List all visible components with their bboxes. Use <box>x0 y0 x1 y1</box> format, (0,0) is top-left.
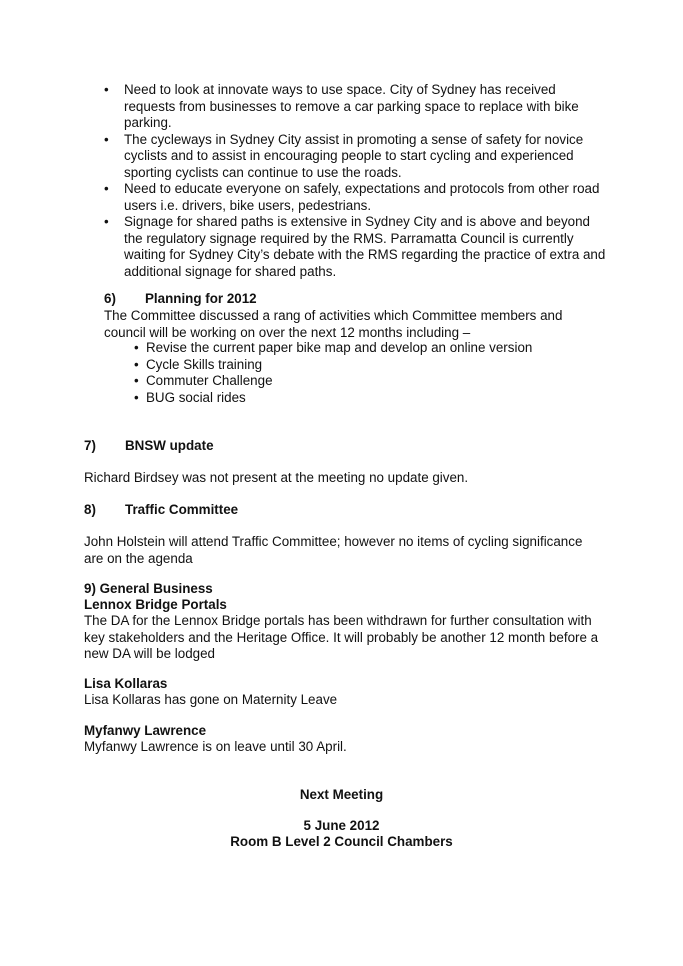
lisa-text: Lisa Kollaras has gone on Maternity Leave <box>84 692 338 707</box>
section-9-heading: 9) General Business <box>84 581 213 596</box>
section-7-text: Richard Birdsey was not present at the meeting no update given. <box>84 470 469 485</box>
bullet-icon: • <box>104 82 109 97</box>
bullet-icon: • <box>104 131 109 147</box>
list-item: • Commuter Challenge <box>134 373 273 388</box>
discussion-bullet-list <box>104 82 609 280</box>
bullet-icon: • <box>134 373 139 388</box>
section-9-text: The DA for the Lennox Bridge portals has been withdrawn for further consultation with key stakeholders and the Heritage Office. It will probably be another 12 month before a new DA will be lodged <box>84 613 599 661</box>
section-7-heading: 7) BNSW update <box>84 438 214 453</box>
section-8-text: John Holstein will attend Traffic Committee; however no items of cycling significance are on the agenda <box>84 534 583 566</box>
lisa-heading: Lisa Kollaras <box>84 676 168 691</box>
bullet-icon: • <box>104 214 109 229</box>
list-item: • Revise the current paper bike map and develop an online version <box>134 340 533 355</box>
bullet-icon: • <box>134 389 139 405</box>
next-meeting-location: Room B Level 2 Council Chambers <box>230 834 453 849</box>
bullet-icon: • <box>134 340 139 355</box>
section-6-intro: The Committee discussed a rang of activities which Committee members and council will be working on over the next 12 months including – <box>104 308 563 340</box>
list-item: • Need to look at innovate ways to use space. City of Sydney has received requests from businesses to remove a car parking space to replace with bike parking. <box>104 82 579 130</box>
bullet-icon: • <box>134 356 139 372</box>
myfanwy-heading: Myfanwy Lawrence <box>84 723 207 738</box>
list-item: • Signage for shared paths is extensive in Sydney City and is above and beyond the regulatory signage required by the RMS. Parramatta Council is currently waiting for Sydney City’s debate with the RMS regarding the practice of extra and additional signage for shared paths. <box>104 214 606 279</box>
next-meeting-date: 5 June 2012 <box>303 818 380 833</box>
list-item: • BUG social rides <box>134 389 246 405</box>
myfanwy-text: Myfanwy Lawrence is on leave until 30 April. <box>84 739 347 754</box>
section-9-subheading: Lennox Bridge Portals <box>84 597 227 612</box>
planning-bullet-list <box>134 340 532 406</box>
section-6-heading: 6) Planning for 2012 <box>104 291 257 306</box>
list-item: • Need to educate everyone on safely, expectations and protocols from other road users i.e. drivers, bike users, pedestrians. <box>104 181 600 213</box>
list-item: • Cycle Skills training <box>134 356 263 372</box>
next-meeting-heading: Next Meeting <box>299 787 384 802</box>
bullet-icon: • <box>104 181 109 196</box>
list-item: • The cycleways in Sydney City assist in promoting a sense of safety for novice cyclists and to assist in encouraging people to start cycling and experienced sporting cyclists can continue to use the roads. <box>104 131 584 180</box>
section-8-heading: 8) Traffic Committee <box>84 502 239 517</box>
